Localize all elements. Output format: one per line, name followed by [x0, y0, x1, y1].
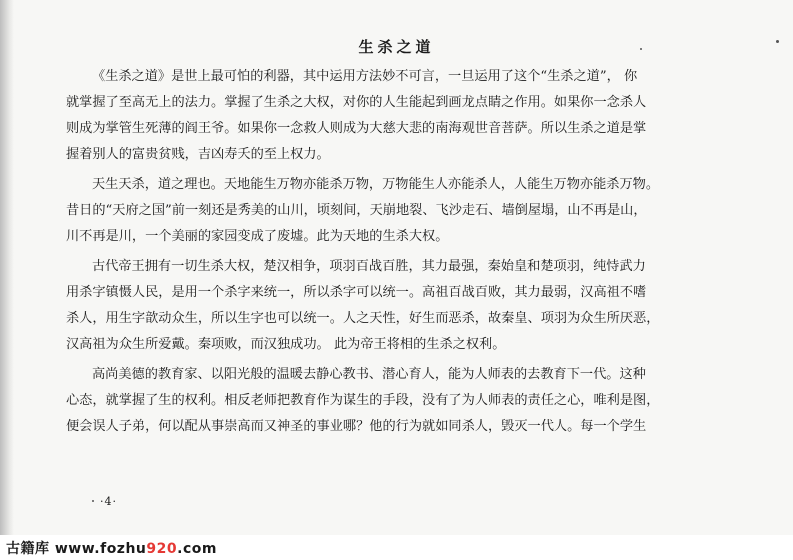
paragraph-4	[66, 362, 746, 440]
text-line: 心态，就掌握了生的权利。相反老师把教育作为谋生的手段，没有了为人师表的责任之心，唯利是图，	[66, 393, 660, 408]
watermark-site-name: 古籍库	[6, 541, 50, 557]
watermark-url-suffix: .com	[177, 541, 217, 557]
text-line: 握着别人的富贵贫贱，吉凶寿夭的至上权力。	[66, 147, 330, 162]
text-line: 高尚美德的教育家、以阳光般的温暖去静心教书、潜心育人，能为人师表的去教育下一代。这种	[92, 367, 646, 382]
text-line: 昔日的“天府之国”前一刻还是秀美的山川，顷刻间，天崩地裂、飞沙走石、墙倒屋塌，山不再是山，	[66, 203, 647, 218]
paragraph-1	[66, 64, 746, 168]
paragraph-3	[66, 254, 746, 358]
paragraph-2	[66, 172, 746, 250]
text-line: 则成为掌管生死薄的阎王爷。如果你一念救人则成为大慈大悲的南海观世音菩萨。所以生杀之道是掌	[66, 121, 647, 136]
scan-speck	[92, 500, 94, 502]
text-line: 《生杀之道》是世上最可怕的利器，其中运用方法妙不可言，一旦运用了这个“生杀之道”， 你	[92, 69, 638, 84]
site-watermark	[6, 538, 217, 558]
text-line: 就掌握了至高无上的法力。掌握了生杀之大权，对你的人生能起到画龙点睛之作用。如果你一念杀人	[66, 95, 647, 110]
watermark-bar	[0, 535, 793, 560]
scan-speck	[776, 40, 779, 43]
body-text	[66, 64, 746, 444]
page-title: 生杀之道	[358, 38, 435, 56]
text-line: 杀人，用生字歆动众生，所以生字也可以统一。人之天性，好生而恶杀，故秦皇、项羽为众生所厌恶，	[66, 311, 660, 326]
page-number: ·4·	[100, 495, 117, 508]
watermark-url-prefix: www.fozhu	[54, 541, 147, 557]
text-line: 天生天杀，道之理也。天地能生万物亦能杀万物，万物能生人亦能杀人，人能生万物亦能杀万物。	[92, 177, 660, 192]
scan-speck	[640, 48, 642, 50]
text-line: 古代帝王拥有一切生杀大权，楚汉相争，项羽百战百胜，其力最强，秦始皇和楚项羽，纯恃武力	[92, 259, 646, 274]
binding-shadow	[0, 0, 14, 535]
text-line: 便会误人子弟，何以配从事崇高而又神圣的事业哪？他的行为就如同杀人，毁灭一代人。每一个学生	[66, 419, 647, 434]
text-line: 汉高祖为众生所爱戴。秦项败，而汉独成功。 此为帝王将相的生杀之权利。	[66, 337, 506, 352]
text-line: 川不再是川，一个美丽的家园变成了废墟。此为天地的生杀大权。	[66, 229, 449, 244]
watermark-url-number: 920	[146, 541, 178, 557]
text-line: 用杀字镇慑人民，是用一个杀字来统一，所以杀字可以统一。高祖百战百败，其力最弱，汉高祖不嗜	[66, 285, 647, 300]
